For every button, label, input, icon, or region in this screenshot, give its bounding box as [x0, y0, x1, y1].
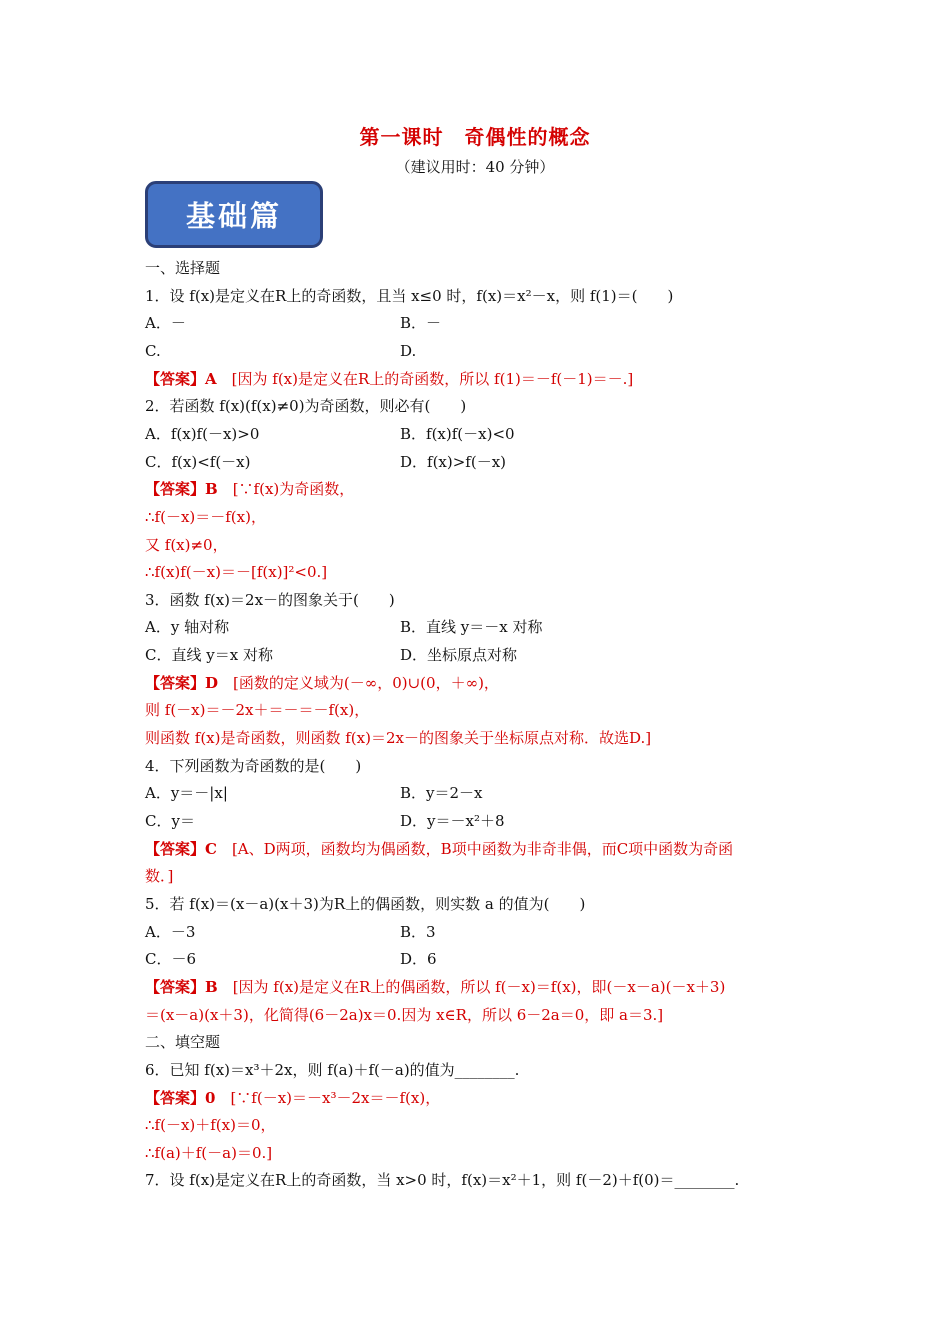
text-line	[145, 590, 395, 610]
line-text: 二、填空题	[145, 1033, 221, 1051]
line-text: 数．]	[145, 867, 174, 885]
text-line	[145, 562, 327, 582]
text-line	[145, 507, 266, 527]
option-line	[145, 617, 229, 637]
line-text: 2．若函数 f(x)(f(x)≠0)为奇函数，则必有( )	[145, 397, 467, 415]
page-title: 第一课时 奇偶性的概念	[359, 125, 591, 149]
line-text: [函数的定义域为(－∞，0)∪(0，＋∞)，	[218, 674, 499, 692]
option-line	[145, 313, 186, 333]
option-right: D．f(x)>f(－x)	[400, 453, 507, 471]
option-right: B．直线 y＝－x 对称	[400, 618, 543, 636]
option-right: D．坐标原点对称	[400, 646, 518, 664]
answer-line	[145, 1088, 440, 1108]
option-right: B．3	[400, 923, 436, 941]
answer-line	[145, 673, 499, 693]
text-line	[145, 728, 651, 748]
line-text: 6．已知 f(x)＝x³＋2x，则 f(a)＋f(－a)的值为________.	[145, 1061, 520, 1079]
line-text: ∴f(－x)＝－f(x)，	[145, 508, 266, 526]
text-line	[145, 756, 361, 776]
option-line	[145, 645, 273, 665]
line-text: [因为 f(x)是定义在R上的偶函数，所以 f(－x)＝f(x)，即(－x－a)(－x＋3)	[217, 978, 726, 996]
answer-line	[145, 977, 725, 997]
answer-line	[145, 369, 633, 389]
text-line	[145, 700, 369, 720]
text-line	[145, 866, 173, 886]
line-text: A．－	[145, 314, 186, 332]
line-text: [∵f(－x)＝－x³－2x＝－f(x)，	[215, 1089, 441, 1107]
text-line	[145, 396, 466, 416]
text-line	[145, 1032, 220, 1052]
text-line	[145, 258, 220, 278]
option-line	[145, 811, 195, 831]
text-line	[145, 894, 585, 914]
line-text: C．f(x)<f(－x)	[145, 453, 251, 471]
line-text: C.	[145, 342, 161, 360]
line-text: ∴f(－x)＋f(x)＝0，	[145, 1116, 276, 1134]
line-text: [因为 f(x)是定义在R上的奇函数，所以 f(1)＝－f(－1)＝－.]	[216, 370, 634, 388]
text-line	[145, 1143, 272, 1163]
text-line	[145, 286, 673, 306]
line-text: 4．下列函数为奇函数的是( )	[145, 757, 362, 775]
answer-label: 【答案】0	[145, 1089, 216, 1107]
line-text: [A、D两项，函数均为偶函数，B项中函数为非奇非偶，而C项中函数为奇函	[216, 840, 734, 858]
line-text: A．－3	[145, 923, 196, 941]
option-right: D．6	[400, 950, 437, 968]
line-text: 则 f(－x)＝－2x＋＝－＝－f(x)，	[145, 701, 370, 719]
option-right: B．f(x)f(－x)<0	[400, 425, 515, 443]
text-line	[145, 1060, 519, 1080]
line-text: 7．设 f(x)是定义在R上的奇函数，当 x>0 时，f(x)＝x²＋1，则 f(－2)＋f(0)＝________.	[145, 1171, 740, 1189]
section-badge-label: 基础篇	[185, 199, 282, 233]
line-text: C．－6	[145, 950, 197, 968]
answer-line	[145, 479, 354, 499]
line-text: 又 f(x)≠0，	[145, 536, 228, 554]
option-right: D.	[400, 342, 417, 360]
answer-label: 【答案】B	[145, 978, 218, 996]
option-line	[145, 949, 196, 969]
line-text: 1．设 f(x)是定义在R上的奇函数，且当 x≤0 时，f(x)＝x²－x，则 f(1)＝( )	[145, 287, 674, 305]
line-text: A．y 轴对称	[145, 618, 230, 636]
option-right: B．y＝2－x	[400, 784, 483, 802]
time-suggestion: （建议用时：40 分钟）	[395, 158, 555, 176]
line-text: A．y＝－|x|	[145, 784, 228, 802]
text-line	[145, 1115, 276, 1135]
option-line	[145, 783, 228, 803]
text-line	[145, 535, 228, 555]
line-text: ∴f(x)f(－x)＝－[f(x)]²<0.]	[145, 563, 328, 581]
line-text: 5．若 f(x)＝(x－a)(x＋3)为R上的偶函数，则实数 a 的值为( )	[145, 895, 586, 913]
answer-label: 【答案】D	[145, 674, 219, 692]
answer-label: 【答案】A	[145, 370, 217, 388]
option-right: D．y＝－x²＋8	[400, 812, 505, 830]
line-text: 3．函数 f(x)＝2x－的图象关于( )	[145, 591, 395, 609]
option-line	[145, 452, 250, 472]
line-text: 一、选择题	[145, 259, 221, 277]
line-text: C．直线 y＝x 对称	[145, 646, 273, 664]
answer-line	[145, 839, 733, 859]
text-line	[145, 1005, 663, 1025]
section-badge	[145, 181, 323, 248]
option-right: B．－	[400, 314, 442, 332]
line-text: ＝(x－a)(x＋3)，化简得(6－2a)x＝0.因为 x∈R，所以 6－2a＝0，即 a＝3.]	[145, 1006, 664, 1024]
answer-label: 【答案】C	[145, 840, 217, 858]
line-text: C．y＝	[145, 812, 195, 830]
option-line	[145, 341, 161, 361]
option-line	[145, 922, 195, 942]
option-line	[145, 424, 259, 444]
text-line	[145, 1170, 739, 1190]
line-text: [∵f(x)为奇函数，	[217, 480, 355, 498]
line-text: 则函数 f(x)是奇函数，则函数 f(x)＝2x－的图象关于坐标原点对称．故选D.]	[145, 729, 652, 747]
answer-label: 【答案】B	[145, 480, 218, 498]
line-text: A．f(x)f(－x)>0	[145, 425, 260, 443]
line-text: ∴f(a)＋f(－a)＝0.]	[145, 1144, 273, 1162]
